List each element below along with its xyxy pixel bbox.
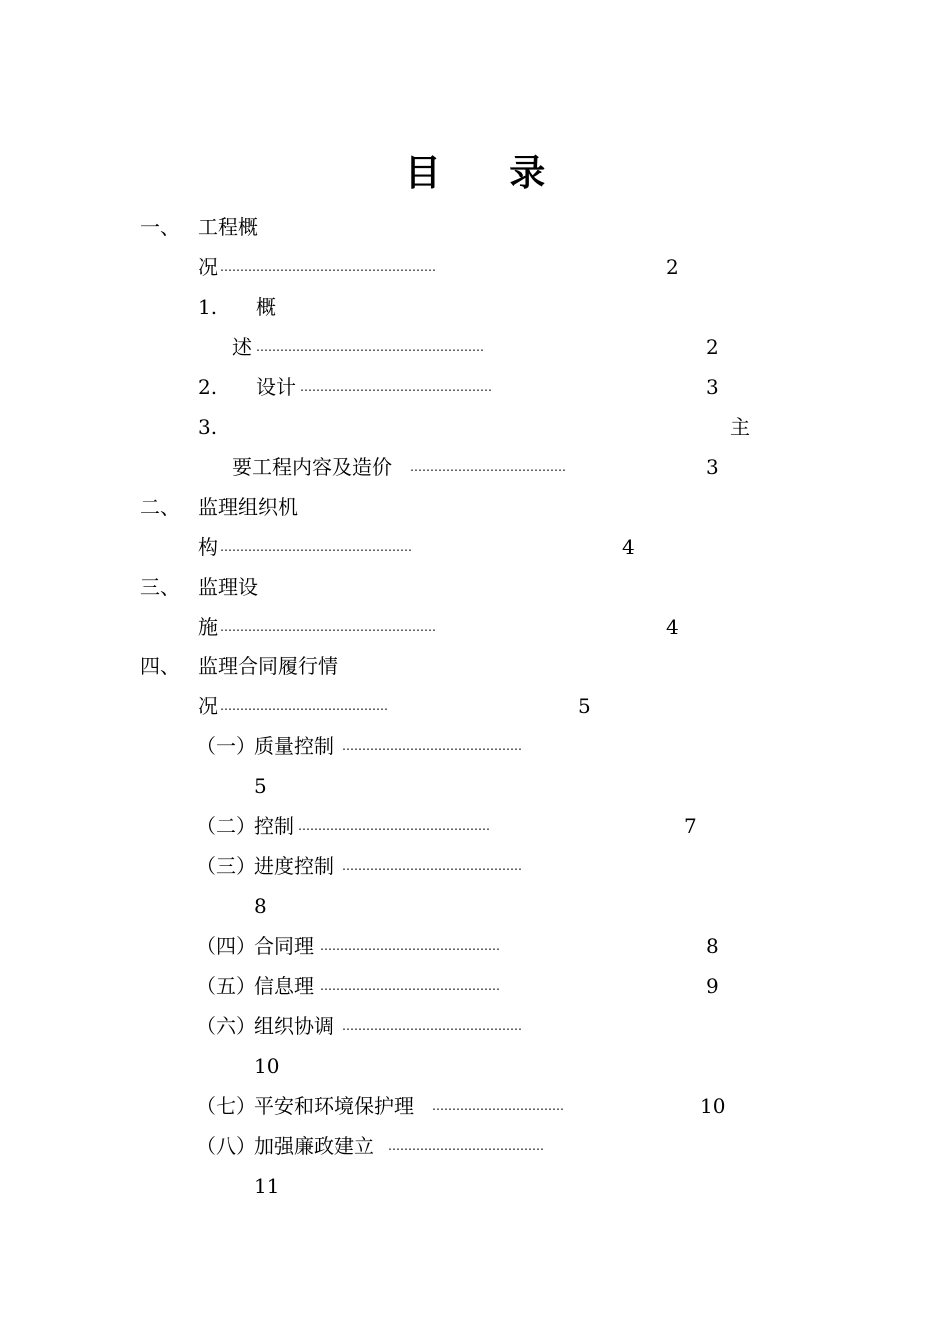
toc-s4-3-number: （三） (196, 854, 256, 878)
toc-s1-2-leader: ………………………………………… (300, 380, 492, 394)
toc-s4-3-page: 8 (254, 894, 267, 918)
toc-s4-7-leader: …………………………… (432, 1099, 564, 1113)
toc-s3-title-wrap[interactable]: 施 (198, 615, 218, 639)
toc-s4-4-title[interactable]: 合同理 (254, 934, 314, 958)
toc-s3-page: 4 (666, 615, 679, 639)
toc-s4-1-leader: ……………………………………… (342, 739, 522, 753)
toc-title: 目 录 (404, 153, 574, 194)
toc-s1-1-leader: ………………………………………………… (256, 340, 484, 354)
toc-s4-2-number: （二） (196, 814, 256, 838)
toc-s4-6-title[interactable]: 组织协调 (254, 1014, 334, 1038)
toc-s1-3-title-wrap[interactable]: 要工程内容及造价 (232, 455, 392, 479)
toc-s4-5-title[interactable]: 信息理 (254, 974, 314, 998)
toc-s4-6-number: （六） (196, 1014, 256, 1038)
toc-s1-2-page: 3 (706, 375, 719, 399)
toc-s4-2-page: 7 (684, 814, 697, 838)
toc-s4-4-number: （四） (196, 934, 256, 958)
toc-s1-leader: ……………………………………………… (220, 260, 436, 274)
toc-s4-1-number: （一） (196, 734, 256, 758)
toc-s4-5-page: 9 (706, 974, 719, 998)
toc-s4-4-page: 8 (706, 934, 719, 958)
toc-s3-title[interactable]: 监理设 (198, 575, 258, 599)
toc-s2-leader: ………………………………………… (220, 540, 412, 554)
toc-s4-7-page: 10 (700, 1094, 726, 1118)
toc-s2-page: 4 (622, 535, 635, 559)
toc-s3-leader: ……………………………………………… (220, 620, 436, 634)
toc-s4-6-leader: ……………………………………… (342, 1019, 522, 1033)
toc-s1-3-page: 3 (706, 455, 719, 479)
toc-s4-7-number: （七） (196, 1094, 256, 1118)
toc-s1-3-number: 3. (198, 415, 218, 439)
toc-s3-number: 三、 (140, 575, 180, 599)
toc-s4-2-title[interactable]: 控制 (254, 814, 294, 838)
toc-s4-number: 四、 (140, 654, 180, 678)
toc-s1-number: 一、 (140, 215, 180, 239)
toc-s4-8-number: （八） (196, 1134, 256, 1158)
toc-s2-title-wrap[interactable]: 构 (198, 535, 218, 559)
toc-s2-title[interactable]: 监理组织机 (198, 495, 298, 519)
toc-s4-3-leader: ……………………………………… (342, 859, 522, 873)
toc-s4-4-leader: ……………………………………… (320, 939, 500, 953)
toc-s4-1-title[interactable]: 质量控制 (254, 734, 334, 758)
toc-s4-title[interactable]: 监理合同履行情 (198, 654, 338, 678)
toc-s4-5-number: （五） (196, 974, 256, 998)
toc-s4-5-leader: ……………………………………… (320, 979, 500, 993)
toc-s1-1-title-wrap[interactable]: 述 (232, 335, 252, 359)
toc-s4-leader: …………………………………… (220, 699, 388, 713)
toc-s4-8-page: 11 (254, 1174, 280, 1198)
toc-s1-title[interactable]: 工程概 (198, 215, 258, 239)
toc-s1-1-number: 1. (198, 295, 218, 319)
toc-s4-2-leader: ………………………………………… (298, 819, 490, 833)
toc-s1-2-number: 2. (198, 375, 218, 399)
toc-s1-3-leader: ………………………………… (410, 460, 566, 474)
toc-s4-8-title[interactable]: 加强廉政建立 (254, 1134, 374, 1158)
toc-s4-page: 5 (578, 694, 591, 718)
toc-s1-3-title[interactable]: 主 (730, 415, 750, 439)
toc-s4-6-page: 10 (254, 1054, 280, 1078)
toc-s4-8-leader: ………………………………… (388, 1139, 544, 1153)
toc-s1-1-title[interactable]: 概 (256, 295, 276, 319)
toc-s4-title-wrap[interactable]: 况 (198, 694, 218, 718)
toc-s1-title-wrap[interactable]: 况 (198, 255, 218, 279)
toc-s1-2-title[interactable]: 设计 (256, 375, 296, 399)
toc-s4-3-title[interactable]: 进度控制 (254, 854, 334, 878)
toc-s4-7-title[interactable]: 平安和环境保护理 (254, 1094, 414, 1118)
toc-s2-number: 二、 (140, 495, 180, 519)
toc-s1-page: 2 (666, 255, 679, 279)
toc-s4-1-page: 5 (254, 774, 267, 798)
toc-s1-1-page: 2 (706, 335, 719, 359)
